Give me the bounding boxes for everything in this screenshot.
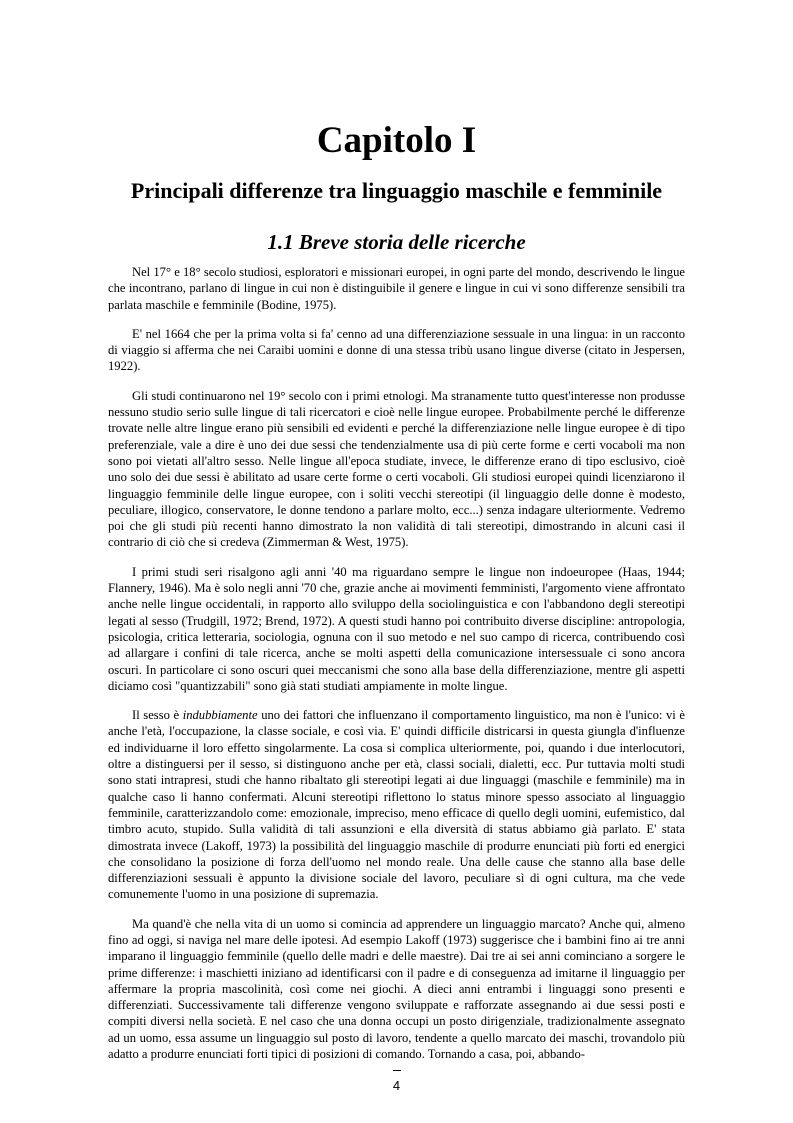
paragraph-6: Ma quand'è che nella vita di un uomo si comincia ad apprendere un linguaggio marcato? Anche qui, almeno fino ad oggi, si naviga nel mare delle ipotesi. Ad esempio Lakoff (1973) suggerisce che i bambini fino ai tre anni imparano il linguaggio femminile (quello delle madri e delle maestre). Dai tre ai sei anni cominciano a sorgere le prime differenze: i maschietti iniziano ad identificarsi con il padre e di conseguenza ad imitarne il linguaggio per affermare la propria mascolinità, così come nei giochi. A dieci anni entrambi i linguaggi sono presenti e differenziati. Successivamente tali differenze vengono sviluppate e rafforzate assegnando ai due sessi posti e compiti diversi nella società. E nel caso che una donna occupi un posto dirigenziale, tradizionalmente assegnato ad un uomo, essa assume un linguaggio sul posto di lavoro, tendente a quello marcato dei maschi, trovandolo più adatto a produrre enunciati forti tipici di posizioni di comando. Tornando a casa, poi, abbando-	[108, 916, 685, 1062]
page-number: 4	[392, 1078, 401, 1093]
paragraph-2: E' nel 1664 che per la prima volta si fa' cenno ad una differenziazione sessuale in una lingua: in un racconto di viaggio si afferma che nei Caraibi uomini e donne di una stessa tribù usano lingue diverse (citato in Jespersen, 1922).	[108, 326, 685, 374]
paragraph-5	[108, 707, 685, 903]
paragraph-3: Gli studi continuarono nel 19° secolo con i primi etnologi. Ma stranamente tutto quest'interesse non produsse nessuno studio serio sulle lingue di tali ricercatori e cioè nelle lingue europee. Probabilmente perché le differenze trovate nelle altre lingue erano più sensibili ed evidenti e perché la differenziazione nelle lingue europee è di tipo preferenziale, vale a dire è uno dei due sessi che tendenzialmente usa di più certe forme e certi vocaboli ma non sono poi vietati all'altro sesso. Nelle lingue all'epoca studiate, invece, le differenze erano di tipo esclusivo, cioè uno solo dei due sessi è abilitato ad usare certe forme o certi vocaboli. Gli studiosi europei quindi licenziarono il linguaggio femminile delle lingue europee, con i soliti vecchi stereotipi (il linguaggio delle donne è modesto, peculiare, illogico, conservatore, le donne tendono a parlare molto, ecc...) senza indagare ulteriormente. Vedremo poi che gli studi più recenti hanno dimostrato la non validità di tali stereotipi, dimostrando in alcuni casi il contrario di ciò che si credeva (Zimmerman & West, 1975).	[108, 388, 685, 550]
section-title: 1.1 Breve storia delle ricerche	[267, 230, 526, 254]
page-footer	[0, 1060, 793, 1095]
paragraph-5-after: uno dei fattori che influenzano il comportamento linguistico, ma non è l'unico: vi è anche l'età, l'occupazione, la classe sociale, e così via. E' quindi difficile districarsi in questa giungla d'influenze ed individuarne il loro effetto singolarmente. La cosa si complica ulteriormente, poi, quando i due interlocutori, oltre a distinguersi per il sesso, si distinguono anche per età, classi sociali, dialetti, ecc. Pur tuttavia molti studi sono stati intrapresi, studi che hanno ribaltato gli stereotipi legati ai due linguaggi (maschile e femminile) ma in qualche caso li hanno confermati. Alcuni stereotipi riflettono lo status minore spesso associato al linguaggio femminile, caratterizzandolo come: emozionale, impreciso, meno efficace di quello degli uomini, eufemistico, dal timbro acuto, stupido. Sulla validità di tali assunzioni e ella diversità di status abbiamo già parlato. E' stata dimostrata invece (Lakoff, 1973) la possibilità del linguaggio maschile di produrre enunciati più forti ed energici che consolidano la posizione di forza dell'uomo nel mondo reale. Una delle cause che stanno alla base delle differenziazioni sessuali è appunto la divisione sociale del lavoro, peculiare sì di ogni cultura, ma che vede comunemente l'uomo in una posizione di supremazia.	[108, 708, 685, 902]
paragraph-5-emphasis: indubbiamente	[182, 708, 258, 723]
paragraph-4: I primi studi seri risalgono agli anni '40 ma riguardano sempre le lingue non indoeuropee (Haas, 1944; Flannery, 1946). Ma è solo negli anni '70 che, grazie anche ai movimenti femministi, l'argomento viene affrontato anche nelle lingue occidentali, in rapporto allo sviluppo della sociolinguistica e con l'abbandono degli stereotipi legati al sesso (Trudgill, 1972; Brend, 1972). A questi studi hanno poi contribuito diverse discipline: antropologia, psicologia, critica letteraria, sociologia, ognuna con il suo metodo e nel suo campo di ricerca, contribuendo così ad allargare i confini di tale ricerca, anche se molti aspetti della comunicazione intersessuale ci sono ancora oscuri. In particolare ci sono oscuri quei meccanismi che sono alla base della differenziazione, mentre gli aspetti diciamo così "quantizzabili" sono già stati studiati ampiamente in molte lingue.	[108, 564, 685, 693]
chapter-title: Capitolo I	[316, 120, 477, 161]
paragraph-5-before: Il sesso è	[132, 708, 183, 723]
chapter-subtitle: Principali differenze tra linguaggio maschile e femminile	[130, 178, 663, 203]
page-number-rule	[393, 1070, 401, 1071]
body-text	[108, 264, 685, 1075]
paragraph-1: Nel 17° e 18° secolo studiosi, esploratori e missionari europei, in ogni parte del mondo, descrivendo le lingue che incontrano, parlano di lingue in cui non è distinguibile il genere e lingue in cui vi sono differenze sensibili tra parlata maschile e femminile (Bodine, 1975).	[108, 265, 685, 312]
